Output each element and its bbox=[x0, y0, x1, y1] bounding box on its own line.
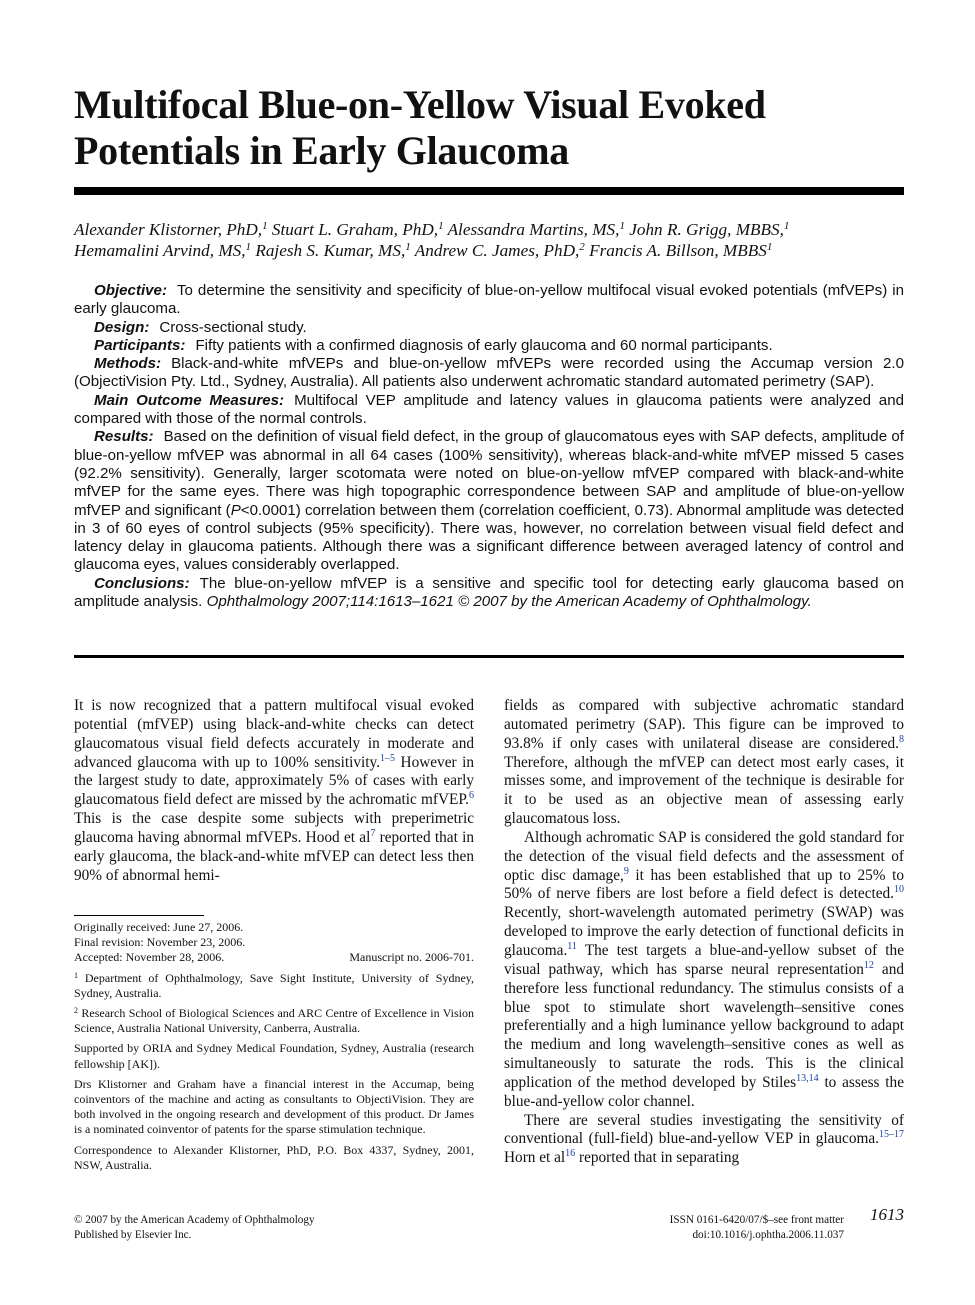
body-text: it has been established that up to 25% to 50% of nerve fibers are lost before a field defect is detected. bbox=[504, 866, 905, 903]
journal-citation: Ophthalmology 2007;114:1613–1621 © 2007 by the American Academy of Ophthalmology. bbox=[206, 593, 812, 611]
abstract-text: Multifocal VEP amplitude and latency values in glaucoma patients were analyzed and compared with those of the normal controls. bbox=[74, 391, 904, 428]
p-value-symbol: P bbox=[230, 501, 241, 519]
affiliation-mark: 1 bbox=[766, 241, 773, 253]
author-name: Hemamalini Arvind, MS, bbox=[74, 241, 246, 260]
footnote-received: Originally received: June 27, 2006. bbox=[74, 920, 244, 934]
body-column-left bbox=[74, 697, 474, 885]
reference-link[interactable]: 11 bbox=[567, 940, 577, 952]
reference-link[interactable]: 9 bbox=[623, 865, 629, 877]
abstract-design bbox=[74, 319, 904, 337]
reference-link[interactable]: 15–17 bbox=[879, 1129, 904, 1141]
footnote-rule bbox=[74, 915, 204, 916]
body-text: and therefore less functional redundancy. The stimulus consists of a blue spot to stimulate short wavelength–sensitive cones preferentially and a high luminance yellow background to adapt the medium and long wavelength–sensitive cones as well as simultaneously to saturate the rods. This is the clinical application of the method developed by Stiles bbox=[504, 960, 904, 1091]
affiliation-mark: 1 bbox=[438, 220, 444, 232]
abstract-label: Objective: bbox=[94, 282, 167, 299]
abstract-text: <0.0001) correlation between them (correlation coefficient, 0.73). Abnormal amplitude was detected in 3 of 60 eyes of control subjects (95% specificity). There was, however, no correlation between visual field defect and latency delay in glaucoma patients. Although there was a significant difference between averaged latency of control and glaucoma eyes, values considerably overlapped. bbox=[74, 501, 904, 574]
abstract-label: Conclusions: bbox=[94, 574, 190, 592]
reference-link[interactable]: 16 bbox=[565, 1148, 576, 1160]
abstract-results bbox=[74, 428, 904, 574]
reference-link[interactable]: 6 bbox=[469, 790, 474, 802]
copyright-line: © 2007 by the American Academy of Ophthalmology bbox=[74, 1214, 315, 1226]
author-list bbox=[74, 219, 904, 261]
body-paragraph bbox=[504, 697, 904, 829]
abstract bbox=[74, 282, 904, 611]
reference-link[interactable]: 7 bbox=[370, 827, 376, 839]
author-name: Andrew C. James, PhD, bbox=[414, 241, 580, 260]
author-name: John R. Grigg, MBBS, bbox=[629, 220, 784, 239]
affiliation-text: Department of Ophthalmology, Save Sight Institute, University of Sydney, Sydney, Australia. bbox=[74, 970, 475, 1000]
footnote-affiliation-2 bbox=[74, 1006, 474, 1036]
accepted-date: Accepted: November 28, 2006. bbox=[74, 950, 225, 965]
abstract-text: The blue-on-yellow mfVEP is a sensitive and specific tool for detecting early glaucoma based on amplitude analysis. bbox=[74, 574, 904, 611]
body-text: Recently, short-wavelength automated perimetry (SWAP) was developed to improve the early detection of functional deficits in glaucoma. bbox=[504, 904, 904, 959]
page-number: 1613 bbox=[870, 1205, 904, 1224]
footnote-revision: Final revision: November 23, 2006. bbox=[74, 935, 246, 950]
body-text: There are several studies investigating the sensitivity of conventional (full-field) blue-and-yellow VEP in glaucoma. bbox=[504, 1111, 904, 1148]
body-text: to assess the blue-and-yellow color channel. bbox=[504, 1073, 904, 1110]
issn-line: ISSN 0161-6420/07/$–see front matter bbox=[669, 1214, 844, 1226]
author-name: Alexander Klistorner, PhD, bbox=[74, 220, 263, 239]
doi-line: doi:10.1016/j.ophtha.2006.11.037 bbox=[692, 1229, 844, 1241]
reference-link[interactable]: 13,14 bbox=[796, 1072, 819, 1084]
author-name: Stuart L. Graham, PhD, bbox=[271, 220, 439, 239]
body-text: However in the largest study to date, approximately 5% of cases with early glaucomatous field defect are missed by the achromatic mfVEP. bbox=[74, 753, 474, 809]
abstract-text: Fifty patients with a confirmed diagnosis of early glaucoma and 60 normal participants. bbox=[195, 336, 773, 354]
abstract-conclusions bbox=[74, 575, 904, 612]
body-paragraph bbox=[74, 697, 474, 885]
body-text: reported that in early glaucoma, the black-and-white mfVEP can detect less then 90% of abnormal hemi- bbox=[74, 828, 474, 884]
author-name: Francis A. Billson, MBBS bbox=[589, 241, 767, 260]
abstract-methods bbox=[74, 355, 904, 392]
footnote-affiliation-1 bbox=[74, 971, 474, 1001]
reference-link[interactable]: 10 bbox=[894, 884, 904, 896]
abstract-label: Methods: bbox=[94, 355, 162, 373]
abstract-text: Based on the definition of visual field defect, in the group of glaucomatous eyes with SAP defects, amplitude of blue-on-yellow mfVEP was abnormal in all 64 cases (100% sensitivity), whereas black-and-white mfVEP missed 5 cases (92.2% sensitivity). Generally, larger scotomata were noted on blue-on-yellow mfVEP compared with black-and-white mfVEP for the same eyes. There was high topographic correspondence between SAP and amplitude of blue-on-yellow mfVEP and significant ( bbox=[74, 428, 904, 519]
body-text: Therefore, although the mfVEP can detect most early cases, it misses some, and improvement of the technique is desirable for it to be used as an objective mean of assessing early glaucomatous loss. bbox=[504, 753, 904, 828]
abstract-rule bbox=[74, 655, 904, 658]
affiliation-text: Research School of Biological Sciences and ARC Centre of Excellence in Vision Science, Australia National University, Canberra, Australia. bbox=[74, 1006, 474, 1036]
footnotes bbox=[74, 920, 474, 1178]
author-name: Rajesh S. Kumar, MS, bbox=[255, 241, 406, 260]
abstract-label: Participants: bbox=[94, 336, 186, 354]
abstract-text: Cross-sectional study. bbox=[159, 318, 307, 336]
author-name: Alessandra Martins, MS, bbox=[447, 220, 620, 239]
reference-link[interactable]: 1–5 bbox=[380, 752, 396, 764]
footnote-interest: Drs Klistorner and Graham have a financial interest in the Accumap, being coinventors of the machine and acting as consultants to ObjectiVision. They are both involved in the ongoing research and development of this product. Dr James is a nominated coinventor of patents for the sparse stimulation technique. bbox=[74, 1076, 474, 1137]
title-rule bbox=[74, 187, 904, 195]
manuscript-number: Manuscript no. 2006-701. bbox=[349, 950, 474, 965]
publisher-line: Published by Elsevier Inc. bbox=[74, 1229, 192, 1241]
body-text: This is the case despite some subjects with preperimetric glaucoma having abnormal mfVEPs. Hood et al bbox=[74, 810, 474, 846]
footnote-correspondence: Correspondence to Alexander Klistorner, PhD, P.O. Box 4337, Sydney, 2001, NSW, Australia. bbox=[74, 1142, 474, 1172]
abstract-objective bbox=[74, 282, 904, 319]
affiliation-mark: 1 bbox=[619, 220, 625, 232]
abstract-measures bbox=[74, 392, 904, 429]
reference-link[interactable]: 12 bbox=[863, 959, 874, 971]
abstract-text: Black-and-white mfVEPs and blue-on-yellow mfVEPs were recorded using the Accumap version 2.0 (ObjectiVision Pty. Ltd., Sydney, Australia). All patients also underwent achromatic standard automated perimetry (SAP). bbox=[74, 355, 904, 391]
affiliation-mark: 1 bbox=[783, 220, 790, 232]
body-text: It is now recognized that a pattern multifocal visual evoked potential (mfVEP) using black-and-white checks can detect glaucomatous visual field defects accurately in moderate and advanced glaucoma with up to 100% sensitivity. bbox=[74, 697, 474, 771]
body-text: reported that in separating bbox=[579, 1149, 740, 1167]
article-title: Multifocal Blue-on-Yellow Visual Evoked Potentials in Early Glaucoma bbox=[74, 82, 766, 173]
page-footer-right bbox=[504, 1205, 904, 1243]
footnote-support: Supported by ORIA and Sydney Medical Foundation, Sydney, Australia (research fellowship [AK]). bbox=[74, 1041, 474, 1071]
reference-link[interactable]: 8 bbox=[899, 733, 904, 745]
body-text: fields as compared with subjective achromatic standard automated perimetry (SAP). This figure can be improved to 93.8% if only cases with unilateral disease are considered. bbox=[504, 697, 904, 752]
affiliation-mark: 1 bbox=[405, 241, 411, 253]
body-text: Although achromatic SAP is considered the gold standard for the detection of the visual field defects and the assessment of optic disc damage, bbox=[504, 828, 904, 884]
page-footer-left bbox=[74, 1213, 315, 1243]
body-column-right bbox=[504, 697, 904, 1168]
affiliation-mark: 1 bbox=[74, 970, 78, 980]
footnote-accepted bbox=[74, 950, 474, 965]
abstract-label: Design: bbox=[94, 318, 150, 336]
abstract-text: To determine the sensitivity and specificity of blue-on-yellow multifocal visual evoked potentials (mfVEPs) in early glaucoma. bbox=[74, 282, 904, 318]
affiliation-mark: 1 bbox=[262, 220, 268, 232]
abstract-label: Main Outcome Measures: bbox=[94, 391, 285, 409]
abstract-label: Results: bbox=[94, 428, 154, 446]
body-text: The test targets a blue-and-yellow subset of the visual pathway, which has sparse neural representation bbox=[504, 941, 904, 978]
body-text: Horn et al bbox=[504, 1149, 566, 1167]
affiliation-mark: 2 bbox=[74, 1006, 78, 1016]
body-paragraph bbox=[504, 1112, 904, 1169]
affiliation-mark: 1 bbox=[245, 241, 252, 253]
affiliation-mark: 2 bbox=[579, 241, 585, 253]
abstract-participants bbox=[74, 337, 904, 355]
body-paragraph bbox=[504, 829, 904, 1112]
